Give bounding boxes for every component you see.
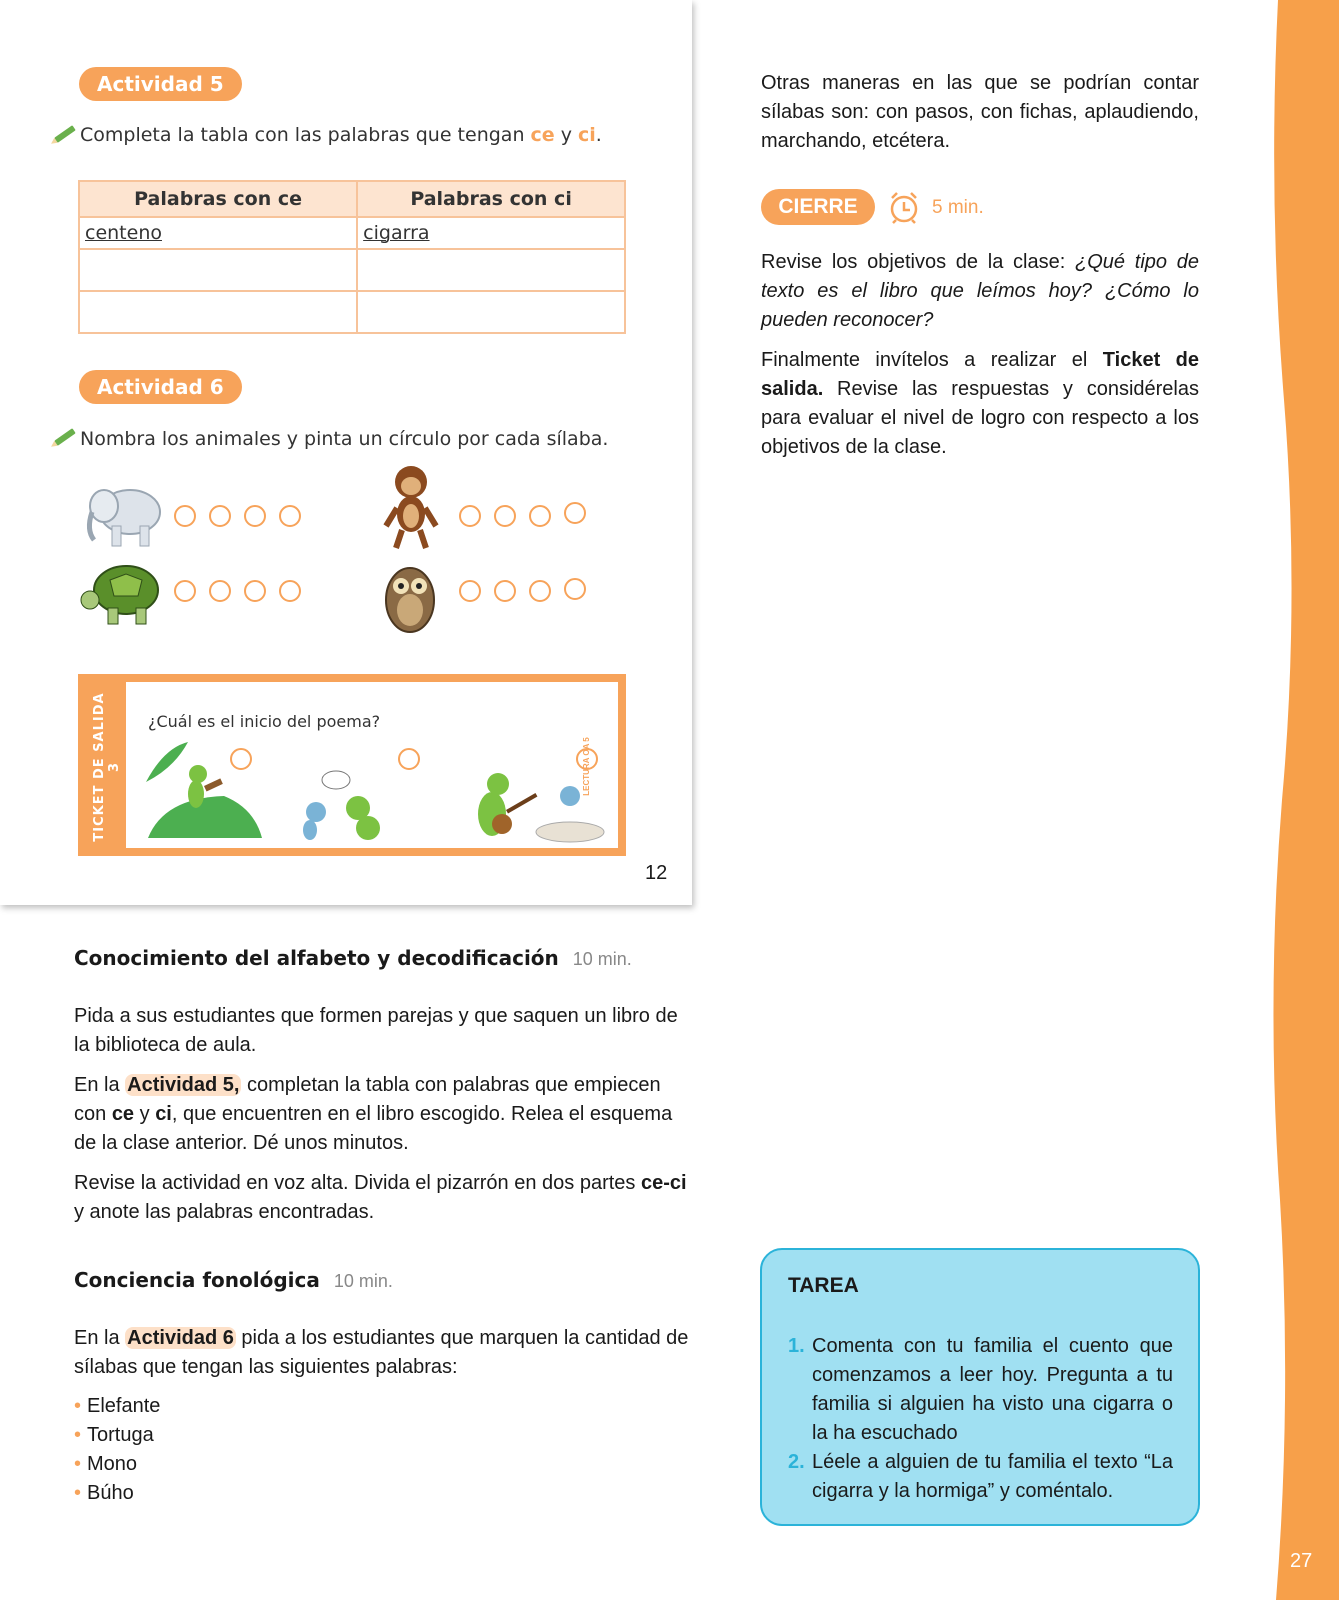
worksheet-page-number: 12 bbox=[645, 862, 668, 884]
section-heading: Conocimiento del alfabeto y decodificación 10 min. bbox=[74, 946, 632, 970]
table-header: Palabras con ce bbox=[79, 181, 357, 217]
homework-box bbox=[760, 1248, 1200, 1526]
activity-5-instruction: Completa la tabla con las palabras que tengan ce y ci. bbox=[80, 124, 602, 146]
ticket-side-band bbox=[86, 682, 126, 848]
activity-6-instruction: Nombra los animales y pinta un círculo por cada sílaba. bbox=[80, 428, 609, 450]
ticket-right-label: LECTURA OA 5 bbox=[582, 737, 592, 796]
syllable-circle[interactable] bbox=[564, 578, 586, 600]
section-heading: Conciencia fonológica 10 min. bbox=[74, 1268, 393, 1292]
table-header: Palabras con ci bbox=[357, 181, 625, 217]
activity-5-badge: Actividad 5 bbox=[79, 67, 242, 101]
pencil-icon bbox=[54, 125, 75, 143]
ants-and-cricket-illustration bbox=[286, 766, 406, 842]
table-cell: centeno bbox=[79, 217, 357, 249]
table-cell: cigarra bbox=[357, 217, 625, 249]
ticket-question: ¿Cuál es el inicio del poema? bbox=[148, 712, 381, 731]
table-row bbox=[79, 291, 625, 333]
elephant-icon bbox=[82, 478, 166, 550]
table-row bbox=[79, 249, 625, 291]
syllable-methods-paragraph: Otras maneras en las que se podrían contar sílabas son: con pasos, con fichas, aplaudiendo, marchando, etcétera. bbox=[761, 72, 1199, 152]
list-item: • Búho bbox=[74, 1479, 160, 1508]
syllable-circle[interactable] bbox=[174, 505, 196, 527]
table-cell bbox=[357, 291, 625, 333]
section2-paragraph: En la Actividad 6 pida a los estudiantes que marquen la cantidad de sílabas que tengan las siguientes palabras: bbox=[74, 1327, 689, 1378]
ticket-side-label: TICKET DE SALIDA 3 bbox=[92, 692, 122, 842]
list-item: • Elefante bbox=[74, 1392, 160, 1421]
worksheet-page bbox=[0, 0, 692, 905]
homework-item: 1. Comenta con tu familia el cuento que comenzamos a leer hoy. Pregunta a tu familia si alguien ha visto una cigarra o la ha escuchado bbox=[788, 1335, 1173, 1444]
section1-paragraph-2: En la Actividad 5, completan la tabla con palabras que empiecen con ce y ci, que encuentren en el libro escogido. Relea el esquema de la clase anterior. Dé unos minutos. bbox=[74, 1074, 673, 1154]
cricket-guitar-illustration bbox=[466, 766, 606, 846]
page-edge-band bbox=[1262, 0, 1339, 1600]
table-cell bbox=[79, 291, 357, 333]
grasshopper-on-leaf-illustration bbox=[144, 738, 264, 842]
monkey-icon bbox=[380, 462, 442, 552]
alarm-clock-icon bbox=[887, 190, 921, 224]
syllable-circle[interactable] bbox=[459, 505, 481, 527]
syllable-circle[interactable] bbox=[529, 505, 551, 527]
objectives-paragraph: Revise los objetivos de la clase: ¿Qué tipo de texto es el libro que leímos hoy? ¿Cómo lo pueden reconocer? bbox=[761, 251, 1199, 331]
syllable-circle[interactable] bbox=[244, 580, 266, 602]
ticket-paragraph: Finalmente invítelos a realizar el Ticket de salida. Revise las respuestas y considérelas para evaluar el nivel de logro con respecto a los objetivos de la clase. bbox=[761, 349, 1200, 458]
section1-paragraph-3: Revise la actividad en voz alta. Divida el pizarrón en dos partes ce-ci y anote las palabras encontradas. bbox=[74, 1172, 687, 1223]
homework-item: 2. Léele a alguien de tu familia el texto “La cigarra y la hormiga” y coméntalo. bbox=[788, 1451, 1173, 1502]
syllable-circle[interactable] bbox=[174, 580, 196, 602]
cierre-badge: CIERRE bbox=[761, 189, 875, 225]
syllable-circle[interactable] bbox=[459, 580, 481, 602]
syllable-word-list bbox=[74, 1392, 160, 1508]
syllable-circle[interactable] bbox=[494, 580, 516, 602]
syllable-circle[interactable] bbox=[279, 505, 301, 527]
exit-ticket bbox=[78, 674, 626, 856]
ce-ci-table bbox=[78, 180, 626, 334]
section1-paragraph-1: Pida a sus estudiantes que formen parejas y que saquen un libro de la biblioteca de aula. bbox=[74, 1005, 678, 1056]
syllable-circle[interactable] bbox=[244, 505, 266, 527]
page-number: 27 bbox=[1290, 1550, 1313, 1572]
cierre-time: 5 min. bbox=[932, 197, 984, 218]
list-item: • Mono bbox=[74, 1450, 160, 1479]
table-cell bbox=[357, 249, 625, 291]
table-row bbox=[79, 217, 625, 249]
pencil-icon bbox=[54, 428, 75, 446]
table-cell bbox=[79, 249, 357, 291]
owl-icon bbox=[382, 560, 438, 638]
syllable-circle[interactable] bbox=[494, 505, 516, 527]
list-item: • Tortuga bbox=[74, 1421, 160, 1450]
activity-6-badge: Actividad 6 bbox=[79, 370, 242, 404]
syllable-circle[interactable] bbox=[564, 502, 586, 524]
homework-title: TAREA bbox=[788, 1274, 859, 1297]
syllable-circle[interactable] bbox=[209, 580, 231, 602]
syllable-circle[interactable] bbox=[279, 580, 301, 602]
turtle-icon bbox=[80, 560, 166, 630]
syllable-circle[interactable] bbox=[209, 505, 231, 527]
syllable-circle[interactable] bbox=[529, 580, 551, 602]
